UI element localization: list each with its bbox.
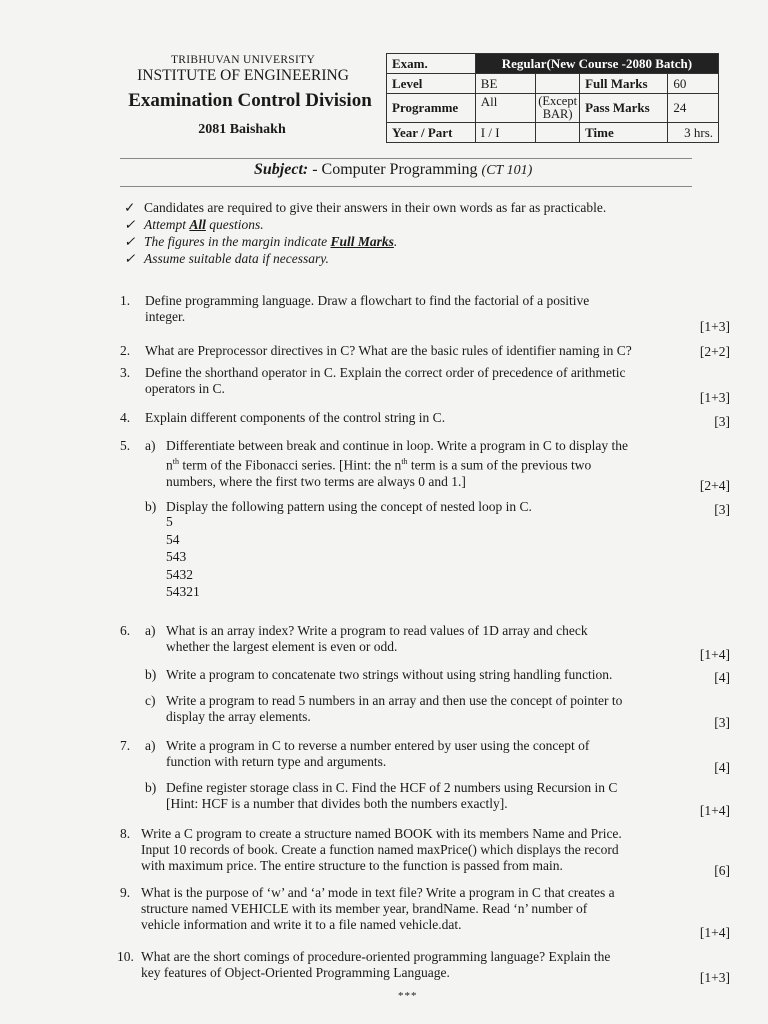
exam-value: Regular(New Course -2080 Batch) xyxy=(475,54,718,74)
instruction-item: ✓ The figures in the margin indicate Full Marks. xyxy=(124,234,398,249)
subject-line xyxy=(254,161,532,179)
end-marker: *** xyxy=(398,990,418,1002)
question-text: Define register storage class in C. Find the HCF of 2 numbers using Recursion in C [Hint: HCF is a number that divides both the numbers exactly]. xyxy=(166,780,618,811)
exam-date: 2081 Baishakh xyxy=(198,122,286,137)
exam-info-table xyxy=(386,53,719,143)
question-number: 1. xyxy=(120,293,131,308)
question-marks: [2+4] xyxy=(699,478,730,493)
question-number: 5. xyxy=(120,438,131,453)
pattern-row: 54321 xyxy=(166,584,200,599)
question-number: 7. xyxy=(120,738,131,753)
sub-question-label: b) xyxy=(145,780,157,795)
question-text: What is an array index? Write a program to read values of 1D array and check whether the largest element is even or odd. xyxy=(166,623,588,654)
exam-header xyxy=(100,54,400,138)
question-text: Define the shorthand operator in C. Explain the correct order of precedence of arithmetic operators in C. xyxy=(145,365,626,396)
question-text: Write a program to read 5 numbers in an array and then use the concept of pointer to display the array elements. xyxy=(166,693,623,724)
question-number: 4. xyxy=(120,410,131,425)
pass-marks-label: Pass Marks xyxy=(580,94,668,123)
number-pattern xyxy=(166,513,200,601)
question-marks: [3] xyxy=(714,715,730,730)
divider xyxy=(120,158,692,159)
question-text: What are the short comings of procedure-oriented programming language? Explain the key features of Object-Oriented Programming Language. xyxy=(141,949,611,980)
question-marks: [1+3] xyxy=(699,319,730,334)
question-marks: [4] xyxy=(714,670,730,685)
question-marks: [1+3] xyxy=(699,390,730,405)
question-number: 2. xyxy=(120,343,131,358)
year-part-value: I / I xyxy=(475,123,535,143)
question-marks: [4] xyxy=(714,760,730,775)
pattern-row: 5 xyxy=(166,514,173,529)
question-text: Write a C program to create a structure named BOOK with its members Name and Price. Input 10 records of book. Create a function named maxPrice() which displays the record with maximum price. The entire structure to the function is passed from main. xyxy=(141,826,622,873)
pattern-row: 543 xyxy=(166,549,187,564)
sub-question-label: a) xyxy=(145,438,156,453)
checkmark-icon: ✓ xyxy=(124,217,136,232)
sub-question-label: b) xyxy=(145,499,157,514)
year-part-label: Year / Part xyxy=(387,123,476,143)
question-marks: [3] xyxy=(714,502,730,517)
question-text: Differentiate between break and continue in loop. Write a program in C to display the $n^{th}$ term of the Fibonacci series. [Hint: the $n^{th}$ term is a sum of the previous two numbers, where the first two terms are always 0 and 1.] xyxy=(166,438,628,489)
sub-question-label: a) xyxy=(145,623,156,638)
time-label: Time xyxy=(580,123,668,143)
question-marks: [1+3] xyxy=(699,970,730,985)
division-name: Examination Control Division xyxy=(128,90,372,111)
full-marks-value: 60 xyxy=(668,74,719,94)
checkmark-icon: ✓ xyxy=(124,234,136,249)
instruction-item: ✓ Attempt All questions. xyxy=(124,217,264,232)
question-marks: [1+4] xyxy=(699,925,730,940)
sub-question-label: a) xyxy=(145,738,156,753)
divider xyxy=(120,186,692,187)
sub-question-label: c) xyxy=(145,693,156,708)
institute-name: INSTITUTE OF ENGINEERING xyxy=(137,67,349,84)
question-number: 10. xyxy=(117,949,134,964)
time-value: 3 hrs. xyxy=(668,123,719,143)
university-name: TRIBHUVAN UNIVERSITY xyxy=(170,54,316,66)
full-marks-label: Full Marks xyxy=(580,74,668,94)
pattern-row: 5432 xyxy=(166,566,193,582)
question-text: Explain different components of the control string in C. xyxy=(145,410,446,425)
instructions xyxy=(124,199,606,267)
question-number: 6. xyxy=(120,623,131,638)
question-text: Write a program in C to reverse a number entered by user using the concept of function with return type and arguments. xyxy=(166,738,590,769)
instruction-item: ✓ Assume suitable data if necessary. xyxy=(124,251,329,266)
checkmark-icon: ✓ xyxy=(124,200,136,215)
question-marks: [3] xyxy=(714,414,730,429)
question-number: 3. xyxy=(120,365,131,380)
question-marks: [1+4] xyxy=(699,803,730,818)
subject-name: - Computer Programming xyxy=(312,161,478,178)
checkmark-icon: ✓ xyxy=(124,251,136,266)
question-number: 9. xyxy=(120,885,131,900)
pass-marks-value: 24 xyxy=(668,94,719,123)
programme-value: All xyxy=(475,94,535,123)
question-text: Define programming language. Draw a flowchart to find the factorial of a positive integer. xyxy=(145,293,590,324)
pattern-row: 54 xyxy=(166,531,180,547)
question-marks: [1+4] xyxy=(699,647,730,662)
question-text: What are Preprocessor directives in C? What are the basic rules of identifier naming in C? xyxy=(145,343,632,358)
sub-question-label: b) xyxy=(145,667,157,682)
exam-label: Exam. xyxy=(387,54,476,74)
subject-code: (CT 101) xyxy=(481,163,533,178)
question-marks: [6] xyxy=(714,863,730,878)
question-number: 8. xyxy=(120,826,131,841)
programme-exception: (Except BAR) xyxy=(538,94,578,121)
programme-label: Programme xyxy=(387,94,476,123)
question-text: Display the following pattern using the concept of nested loop in C. xyxy=(166,499,532,514)
question-marks: [2+2] xyxy=(699,344,730,359)
question-text: What is the purpose of ‘w’ and ‘a’ mode in text file? Write a program in C that creates a structure named VEHICLE with its member year, brandName. Read ‘n’ number of vehicle information and write it to a file named vehicle.dat. xyxy=(141,885,615,932)
question-text: Write a program to concatenate two strings without using string handling function. xyxy=(166,667,613,682)
level-label: Level xyxy=(387,74,476,94)
subject-label: Subject: xyxy=(254,161,309,178)
instruction-item: ✓ Candidates are required to give their answers in their own words as far as practicable. xyxy=(124,200,607,215)
level-value: BE xyxy=(475,74,535,94)
